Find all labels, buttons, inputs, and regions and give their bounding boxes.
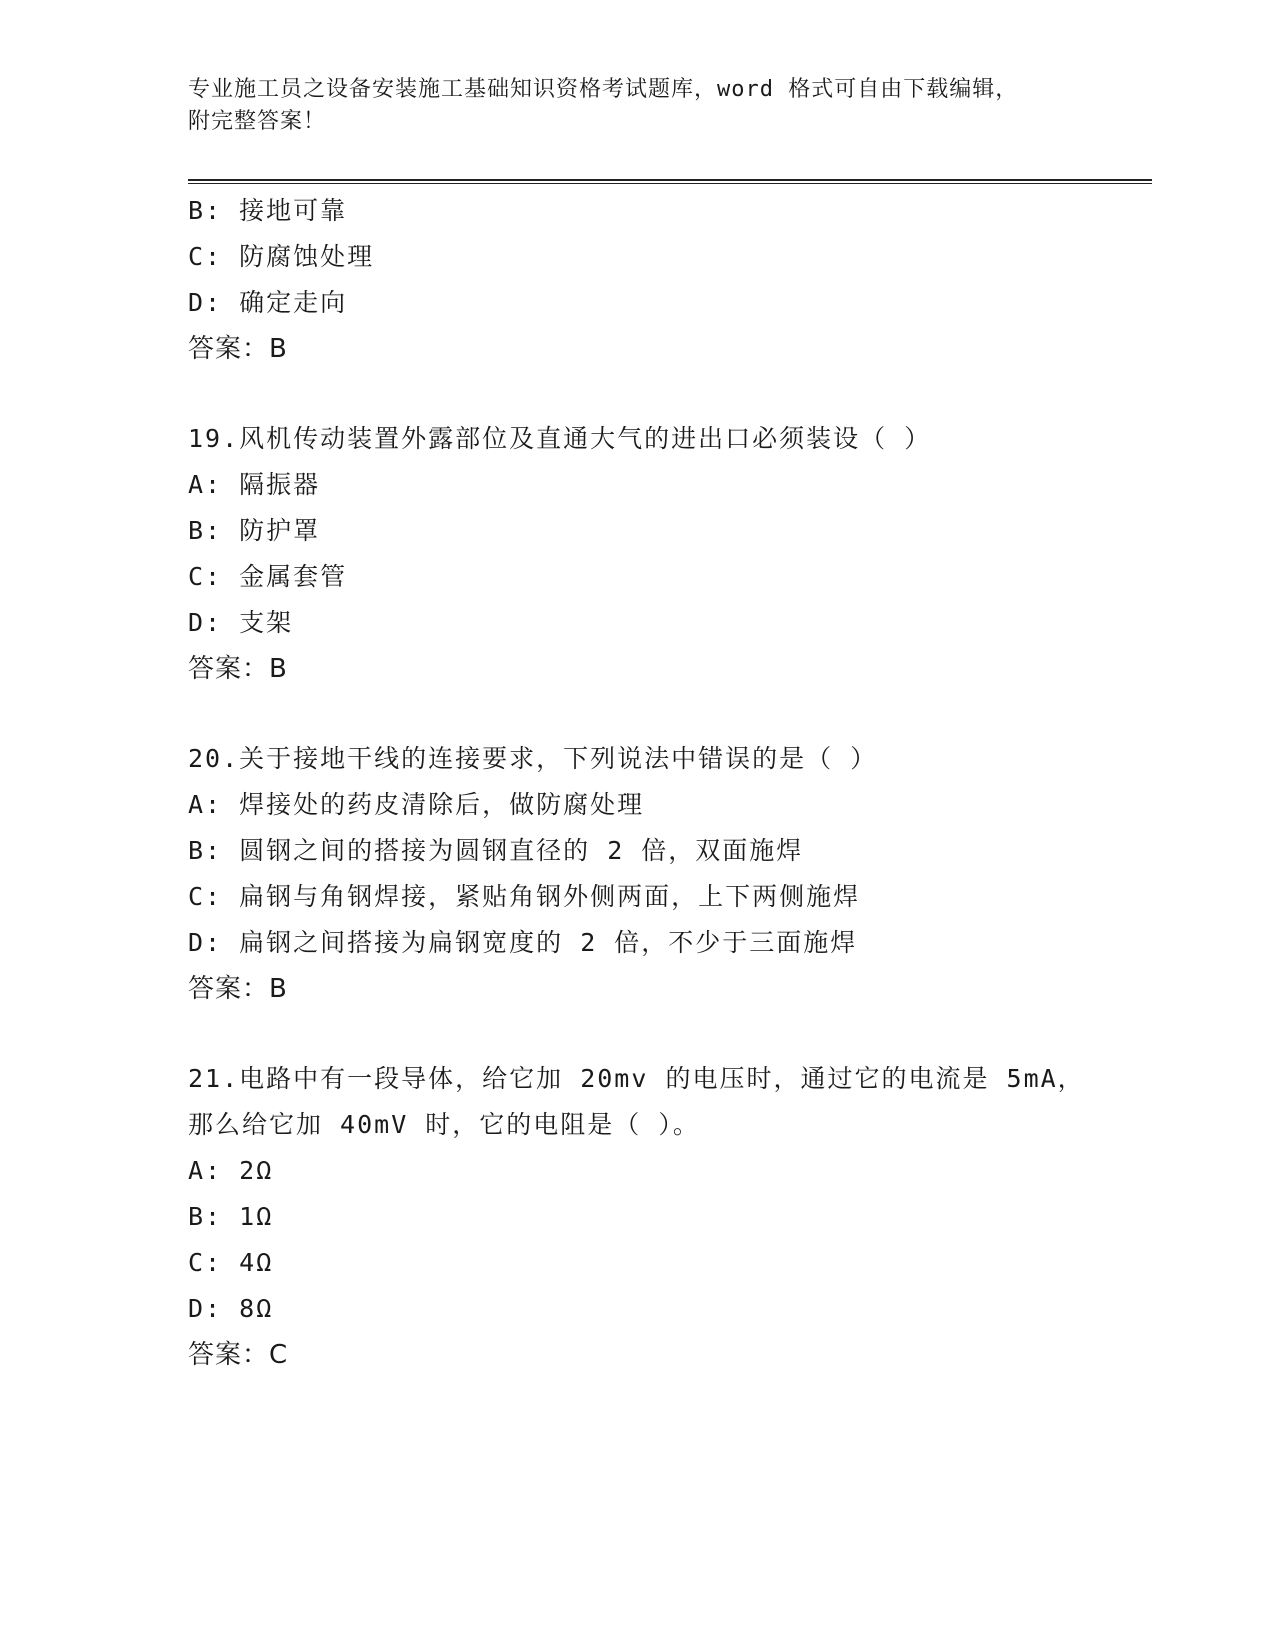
option-d: D: 支架 (188, 608, 294, 637)
answer-line: 答案：B (188, 654, 288, 684)
option-b: B: 1Ω (188, 1202, 274, 1231)
option-a: A: 2Ω (188, 1156, 274, 1185)
header-divider-thin (188, 183, 1152, 184)
header-divider (188, 179, 1152, 181)
question-21 (188, 1056, 1148, 1378)
option-c: C: 扁钢与角钢焊接，紧贴角钢外侧两面，上下两侧施焊 (188, 882, 861, 911)
header-line: 专业施工员之设备安装施工基础知识资格考试题库，word 格式可自由下载编辑， (188, 77, 1019, 102)
option-d: D: 扁钢之间搭接为扁钢宽度的 2 倍，不少于三面施焊 (188, 928, 858, 957)
question-text: 21.电路中有一段导体，给它加 20mv 的电压时，通过它的电流是 5mA， (188, 1064, 1085, 1093)
question-20 (188, 736, 1148, 1012)
option-c: C: 金属套管 (188, 562, 348, 591)
answer-line: 答案：B (188, 334, 288, 364)
option-c: C: 4Ω (188, 1248, 274, 1277)
document-header (188, 74, 1088, 138)
option-b: B: 圆钢之间的搭接为圆钢直径的 2 倍，双面施焊 (188, 836, 804, 865)
option-c: C: 防腐蚀处理 (188, 242, 375, 271)
answer-line: 答案：C (188, 1340, 289, 1370)
option-d: D: 确定走向 (188, 288, 348, 317)
header-line: 附完整答案！ (188, 109, 327, 134)
question-list (188, 188, 1148, 1378)
option-b: B: 接地可靠 (188, 196, 348, 225)
option-d: D: 8Ω (188, 1294, 274, 1323)
question-text: 20.关于接地干线的连接要求，下列说法中错误的是（ ） (188, 744, 878, 773)
option-b: B: 防护罩 (188, 516, 321, 545)
question-text: 19.风机传动装置外露部位及直通大气的进出口必须装设（ ） (188, 424, 932, 453)
question-text-continued: 那么给它加 40mV 时，它的电阻是（ ）。 (188, 1110, 700, 1139)
question-partial (188, 188, 1148, 372)
option-a: A: 隔振器 (188, 470, 321, 499)
option-a: A: 焊接处的药皮清除后，做防腐处理 (188, 790, 645, 819)
answer-line: 答案：B (188, 974, 288, 1004)
question-19 (188, 416, 1148, 692)
